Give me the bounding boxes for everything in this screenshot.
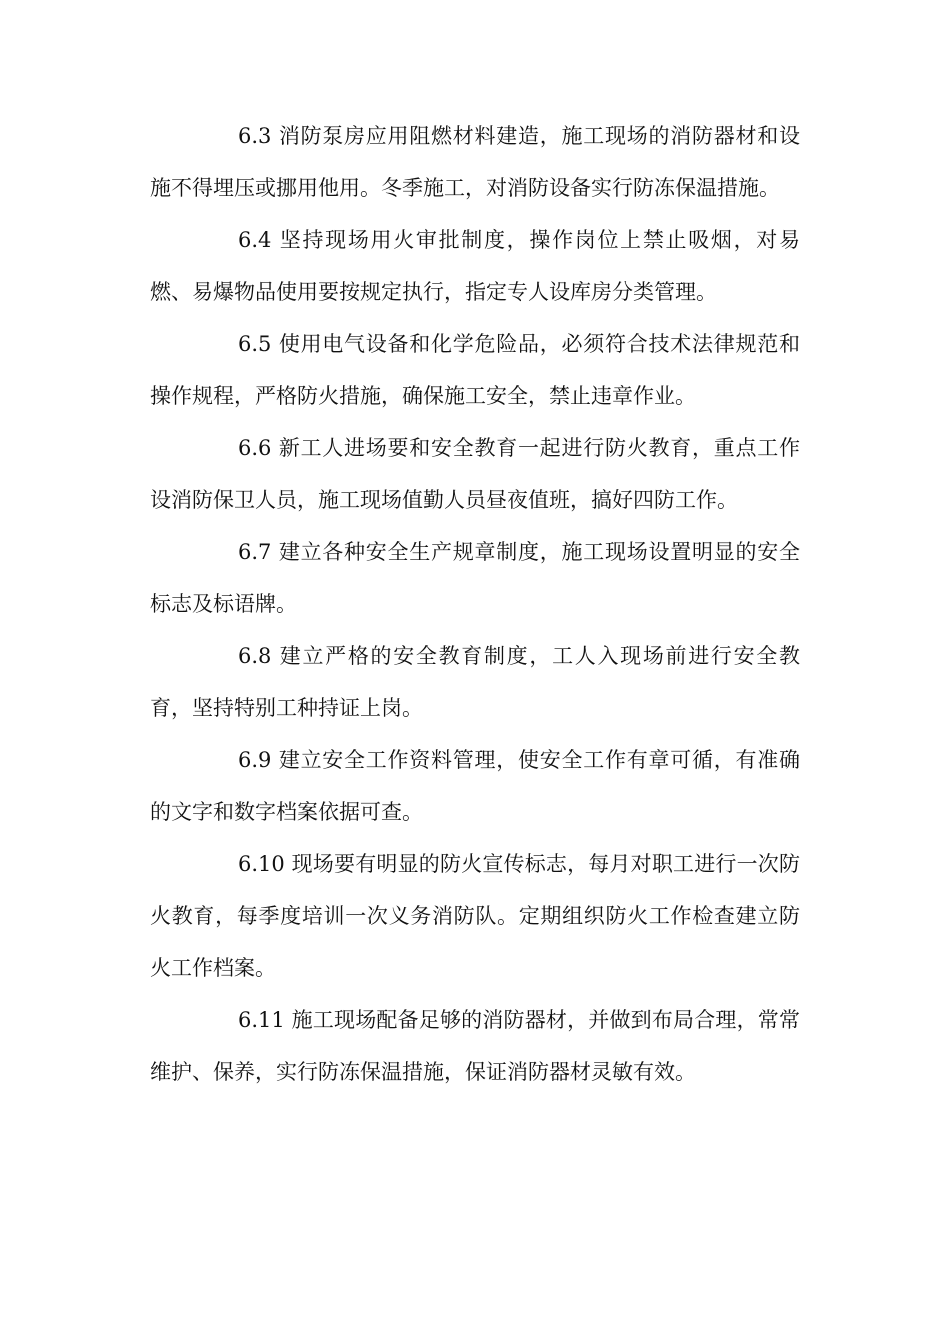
paragraph-6-6: 6.6 新工人进场要和安全教育一起进行防火教育，重点工作设消防保卫人员，施工现场值勤人员昼夜值班，搞好四防工作。: [150, 436, 800, 512]
paragraph-6-11: 6.11 施工现场配备足够的消防器材，并做到布局合理，常常维护、保养，实行防冻保温措施，保证消防器材灵敏有效。: [150, 1008, 800, 1084]
paragraph-6-3: 6.3 消防泵房应用阻燃材料建造，施工现场的消防器材和设施不得埋压或挪用他用。冬季施工，对消防设备实行防冻保温措施。: [150, 124, 800, 200]
paragraph-6-5: 6.5 使用电气设备和化学危险品，必须符合技术法律规范和操作规程，严格防火措施，确保施工安全，禁止违章作业。: [150, 332, 800, 408]
paragraph-6-8: 6.8 建立严格的安全教育制度，工人入现场前进行安全教育，坚持特别工种持证上岗。: [150, 644, 800, 720]
paragraph-6-10: 6.10 现场要有明显的防火宣传标志，每月对职工进行一次防火教育，每季度培训一次义务消防队。定期组织防火工作检查建立防火工作档案。: [150, 852, 800, 980]
paragraph-6-9: 6.9 建立安全工作资料管理，使安全工作有章可循，有准确的文字和数字档案依据可查。: [150, 748, 800, 824]
document-body: [150, 110, 800, 1098]
paragraph-6-4: 6.4 坚持现场用火审批制度，操作岗位上禁止吸烟，对易燃、易爆物品使用要按规定执行，指定专人设库房分类管理。: [150, 228, 800, 304]
paragraph-6-7: 6.7 建立各种安全生产规章制度，施工现场设置明显的安全标志及标语牌。: [150, 540, 800, 616]
